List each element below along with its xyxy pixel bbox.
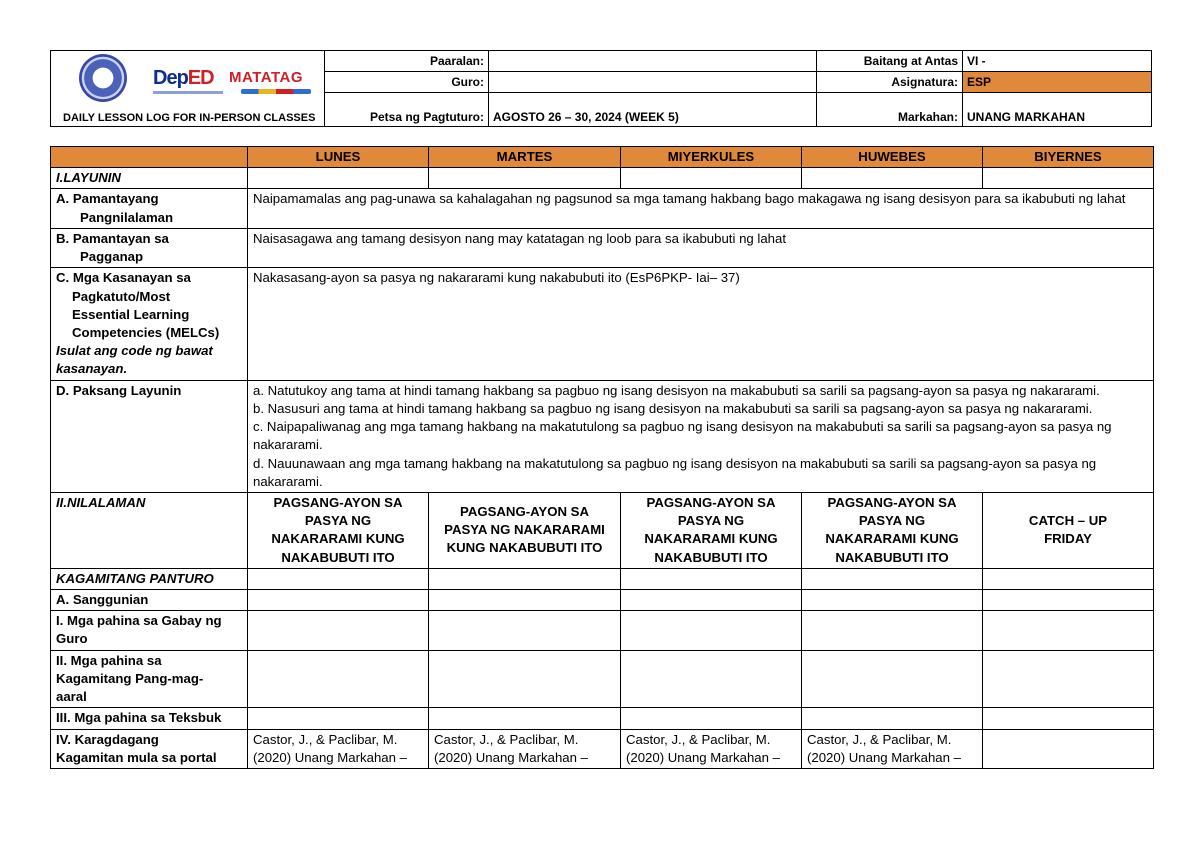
topic-line: NAKABUBUTI ITO xyxy=(281,549,395,565)
gabay-guro-cell[interactable] xyxy=(429,611,621,650)
sanggunian-row xyxy=(51,590,1154,611)
asignatura-value[interactable]: ESP xyxy=(963,72,1152,93)
topic-line: PAGSANG-AYON SA xyxy=(273,494,403,510)
ref-line: Castor, J., & Paclibar, M. xyxy=(434,731,579,747)
day-header-lunes: LUNES xyxy=(248,147,429,168)
ref-line: Castor, J., & Paclibar, M. xyxy=(253,731,398,747)
kagamitang-mag-aaral-cell[interactable] xyxy=(983,650,1154,708)
layunin-cell xyxy=(983,168,1154,189)
day-header-row xyxy=(51,147,1154,168)
row-label-line: Pangnilalaman xyxy=(80,209,174,225)
row-label-note: kasanayan. xyxy=(56,361,128,377)
row-label-line: Kagamitang Pang-mag- xyxy=(56,670,204,686)
paaralan-label: Paaralan: xyxy=(325,51,489,72)
kagamitan-cell[interactable] xyxy=(621,568,802,589)
kagamitang-mag-aaral-cell[interactable] xyxy=(802,650,983,708)
header-table xyxy=(50,50,1152,127)
topic-line: NAKABUBUTI ITO xyxy=(654,549,768,565)
karagdagang-ref-miyerkules[interactable] xyxy=(621,729,802,768)
day-header-biyernes: BIYERNES xyxy=(983,147,1154,168)
ref-line: (2020) Unang Markahan – xyxy=(807,749,961,765)
topic-line: NAKARARAMI KUNG xyxy=(825,531,959,547)
deped-seal-icon xyxy=(79,54,127,102)
topic-line: CATCH – UP xyxy=(1028,513,1108,529)
dll-title: DAILY LESSON LOG FOR IN-PERSON CLASSES xyxy=(63,112,316,124)
layunin-row xyxy=(51,168,1154,189)
baitang-value[interactable]: VI - xyxy=(963,51,1152,72)
kagamitang-mag-aaral-cell[interactable] xyxy=(621,650,802,708)
paksang-layunin-line: d. Nauunawaan ang mga tamang hakbang na makatutulong sa pagbuo ng isang desisyon na makabubuti sa sarili sa pagsang-ayon sa pasya ng nakararami. xyxy=(253,455,1097,489)
pamantayan-pagganap-text[interactable]: Naisasagawa ang tamang desisyon nang may katatagan ng loob para sa ikabubuti ng lahat xyxy=(248,228,1154,267)
teksbuk-cell[interactable] xyxy=(983,708,1154,729)
row-label-line: A. Pamantayang xyxy=(56,191,159,207)
day-header-huwebes: HUWEBES xyxy=(802,147,983,168)
lesson-log-table xyxy=(50,146,1154,769)
row-label-line: aaral xyxy=(56,689,87,705)
row-label-line: Essential Learning xyxy=(72,306,190,322)
row-label-line: Competencies (MELCs) xyxy=(72,324,220,340)
paksang-layunin-line: a. Natutukoy ang tama at hindi tamang hakbang sa pagbuo ng isang desisyon na makabubuti sa sarili sa pagsang-ayon sa pasya ng nakararami. xyxy=(253,382,1100,398)
pamantayang-pangnilalaman-label xyxy=(51,189,248,228)
pamantayan-pagganap-label xyxy=(51,228,248,267)
topic-line: NAKARARAMI KUNG xyxy=(644,531,778,547)
ref-line: (2020) Unang Markahan – xyxy=(626,749,780,765)
petsa-value[interactable]: AGOSTO 26 – 30, 2024 (WEEK 5) xyxy=(489,93,817,127)
layunin-cell xyxy=(248,168,429,189)
sanggunian-cell[interactable] xyxy=(983,590,1154,611)
deped-logo xyxy=(153,67,214,90)
row-label-line: B. Pamantayan sa xyxy=(56,230,169,246)
karagdagang-ref-biyernes[interactable] xyxy=(983,729,1154,768)
markahan-value[interactable]: UNANG MARKAHAN xyxy=(963,93,1152,127)
sanggunian-label: A. Sanggunian xyxy=(51,590,248,611)
row-label-note: Isulat ang code ng bawat xyxy=(56,343,213,359)
markahan-label: Markahan: xyxy=(817,93,963,127)
teksbuk-cell[interactable] xyxy=(621,708,802,729)
kagamitan-cell[interactable] xyxy=(983,568,1154,589)
asignatura-label: Asignatura: xyxy=(817,72,963,93)
gabay-guro-cell[interactable] xyxy=(802,611,983,650)
ref-line: (2020) Unang Markahan – xyxy=(253,749,407,765)
topic-line: PAGSANG-AYON SA xyxy=(460,504,589,520)
karagdagang-kagamitan-row xyxy=(51,729,1154,768)
day-header-miyerkules: MIYERKULES xyxy=(621,147,802,168)
logo-area xyxy=(51,51,324,103)
matatag-logo-bar xyxy=(241,89,311,94)
sanggunian-cell[interactable] xyxy=(429,590,621,611)
sanggunian-cell[interactable] xyxy=(621,590,802,611)
topic-line: PASYA NG xyxy=(304,513,372,529)
nilalaman-biyernes[interactable] xyxy=(983,492,1154,568)
karagdagang-kagamitan-label xyxy=(51,729,248,768)
pamantayan-pagganap-row xyxy=(51,228,1154,267)
row-label-line: Pagganap xyxy=(80,249,144,265)
row-label-line: Guro xyxy=(56,631,88,647)
paksang-layunin-label: D. Paksang Layunin xyxy=(51,380,248,492)
teksbuk-row xyxy=(51,708,1154,729)
deped-logo-underline xyxy=(153,91,223,94)
melcs-row xyxy=(51,268,1154,380)
melcs-text[interactable]: Nakasasang-ayon sa pasya ng nakararami kung nakabubuti ito (EsP6PKP- Iai– 37) xyxy=(248,268,1154,380)
teksbuk-cell[interactable] xyxy=(248,708,429,729)
sanggunian-cell[interactable] xyxy=(802,590,983,611)
row-label-line: IV. Karagdagang xyxy=(56,731,159,747)
topic-line: KUNG NAKABUBUTI ITO xyxy=(446,540,603,556)
pamantayang-pangnilalaman-row xyxy=(51,189,1154,228)
nilalaman-martes[interactable] xyxy=(429,492,621,568)
topic-line: FRIDAY xyxy=(1044,531,1092,547)
layunin-cell xyxy=(429,168,621,189)
karagdagang-ref-huwebes[interactable] xyxy=(802,729,983,768)
nilalaman-lunes[interactable] xyxy=(248,492,429,568)
layunin-title: I.LAYUNIN xyxy=(51,168,248,189)
karagdagang-ref-martes[interactable] xyxy=(429,729,621,768)
layunin-cell xyxy=(621,168,802,189)
deped-logo-text-2: ED xyxy=(187,67,214,89)
ref-line: (2020) Unang Markahan – xyxy=(434,749,588,765)
karagdagang-ref-lunes[interactable] xyxy=(248,729,429,768)
layunin-cell xyxy=(802,168,983,189)
row-label-line: C. Mga Kasanayan sa xyxy=(56,270,191,286)
nilalaman-huwebes[interactable] xyxy=(802,492,983,568)
kagamitang-mag-aaral-cell[interactable] xyxy=(429,650,621,708)
paksang-layunin-text[interactable] xyxy=(248,380,1154,492)
kagamitang-mag-aaral-cell[interactable] xyxy=(248,650,429,708)
kagamitan-title: KAGAMITANG PANTURO xyxy=(51,568,248,589)
teksbuk-cell[interactable] xyxy=(429,708,621,729)
guro-label: Guro: xyxy=(325,72,489,93)
teksbuk-label: III. Mga pahina sa Teksbuk xyxy=(51,708,248,729)
melcs-label xyxy=(51,268,248,380)
guro-value[interactable] xyxy=(489,72,817,93)
kagamitang-mag-aaral-label xyxy=(51,650,248,708)
kagamitang-mag-aaral-row xyxy=(51,650,1154,708)
gabay-guro-row xyxy=(51,611,1154,650)
kagamitan-row xyxy=(51,568,1154,589)
paaralan-value[interactable] xyxy=(489,51,817,72)
topic-line: PAGSANG-AYON SA xyxy=(827,494,957,510)
topic-line: PAGSANG-AYON SA xyxy=(646,494,776,510)
nilalaman-row xyxy=(51,492,1154,568)
day-header-martes: MARTES xyxy=(429,147,621,168)
topic-line: NAKABUBUTI ITO xyxy=(835,549,949,565)
matatag-logo: MATATAG xyxy=(229,69,304,86)
gabay-guro-cell[interactable] xyxy=(983,611,1154,650)
gabay-guro-cell[interactable] xyxy=(248,611,429,650)
pamantayang-pangnilalaman-text[interactable]: Naipamamalas ang pag-unawa sa kahalagahan ng pagsunod sa mga tamang hakbang bago makagawa ng isang desisyon para sa ikabubuti ng lahat xyxy=(248,189,1154,228)
deped-logo-text-1: Dep xyxy=(153,67,188,89)
row-label-line: II. Mga pahina sa xyxy=(56,652,162,668)
kagamitan-cell[interactable] xyxy=(248,568,429,589)
topic-line: PASYA NG NAKARARAMI xyxy=(444,522,605,538)
day-header-blank xyxy=(51,147,248,168)
baitang-label: Baitang at Antas xyxy=(817,51,963,72)
gabay-guro-label xyxy=(51,611,248,650)
topic-line: NAKARARAMI KUNG xyxy=(271,531,405,547)
row-label-line: Kagamitan mula sa portal xyxy=(56,749,217,765)
paksang-layunin-line: b. Nasusuri ang tama at hindi tamang hakbang sa pagbuo ng isang desisyon na makabubuti sa sarili sa pagsang-ayon sa pasya ng nakararami. xyxy=(253,400,1093,416)
row-label-line: Pagkatuto/Most xyxy=(72,288,171,304)
nilalaman-title: II.NILALAMAN xyxy=(51,492,248,568)
topic-line: PASYA NG xyxy=(677,513,745,529)
logo-cell xyxy=(51,51,325,127)
paksang-layunin-line: c. Naipapaliwanag ang mga tamang hakbang na makatutulong sa pagbuo ng isang desisyon na makabubuti sa sarili sa pagsang-ayon sa pasya ng nakararami. xyxy=(253,419,1112,453)
ref-line: Castor, J., & Paclibar, M. xyxy=(807,731,952,747)
petsa-label: Petsa ng Pagtuturo: xyxy=(325,93,489,127)
topic-line: PASYA NG xyxy=(858,513,926,529)
sanggunian-cell[interactable] xyxy=(248,590,429,611)
gabay-guro-cell[interactable] xyxy=(621,611,802,650)
teksbuk-cell[interactable] xyxy=(802,708,983,729)
nilalaman-miyerkules[interactable] xyxy=(621,492,802,568)
row-label-line: I. Mga pahina sa Gabay ng xyxy=(56,613,222,629)
kagamitan-cell[interactable] xyxy=(429,568,621,589)
kagamitan-cell[interactable] xyxy=(802,568,983,589)
ref-line: Castor, J., & Paclibar, M. xyxy=(626,731,771,747)
paksang-layunin-row xyxy=(51,380,1154,492)
